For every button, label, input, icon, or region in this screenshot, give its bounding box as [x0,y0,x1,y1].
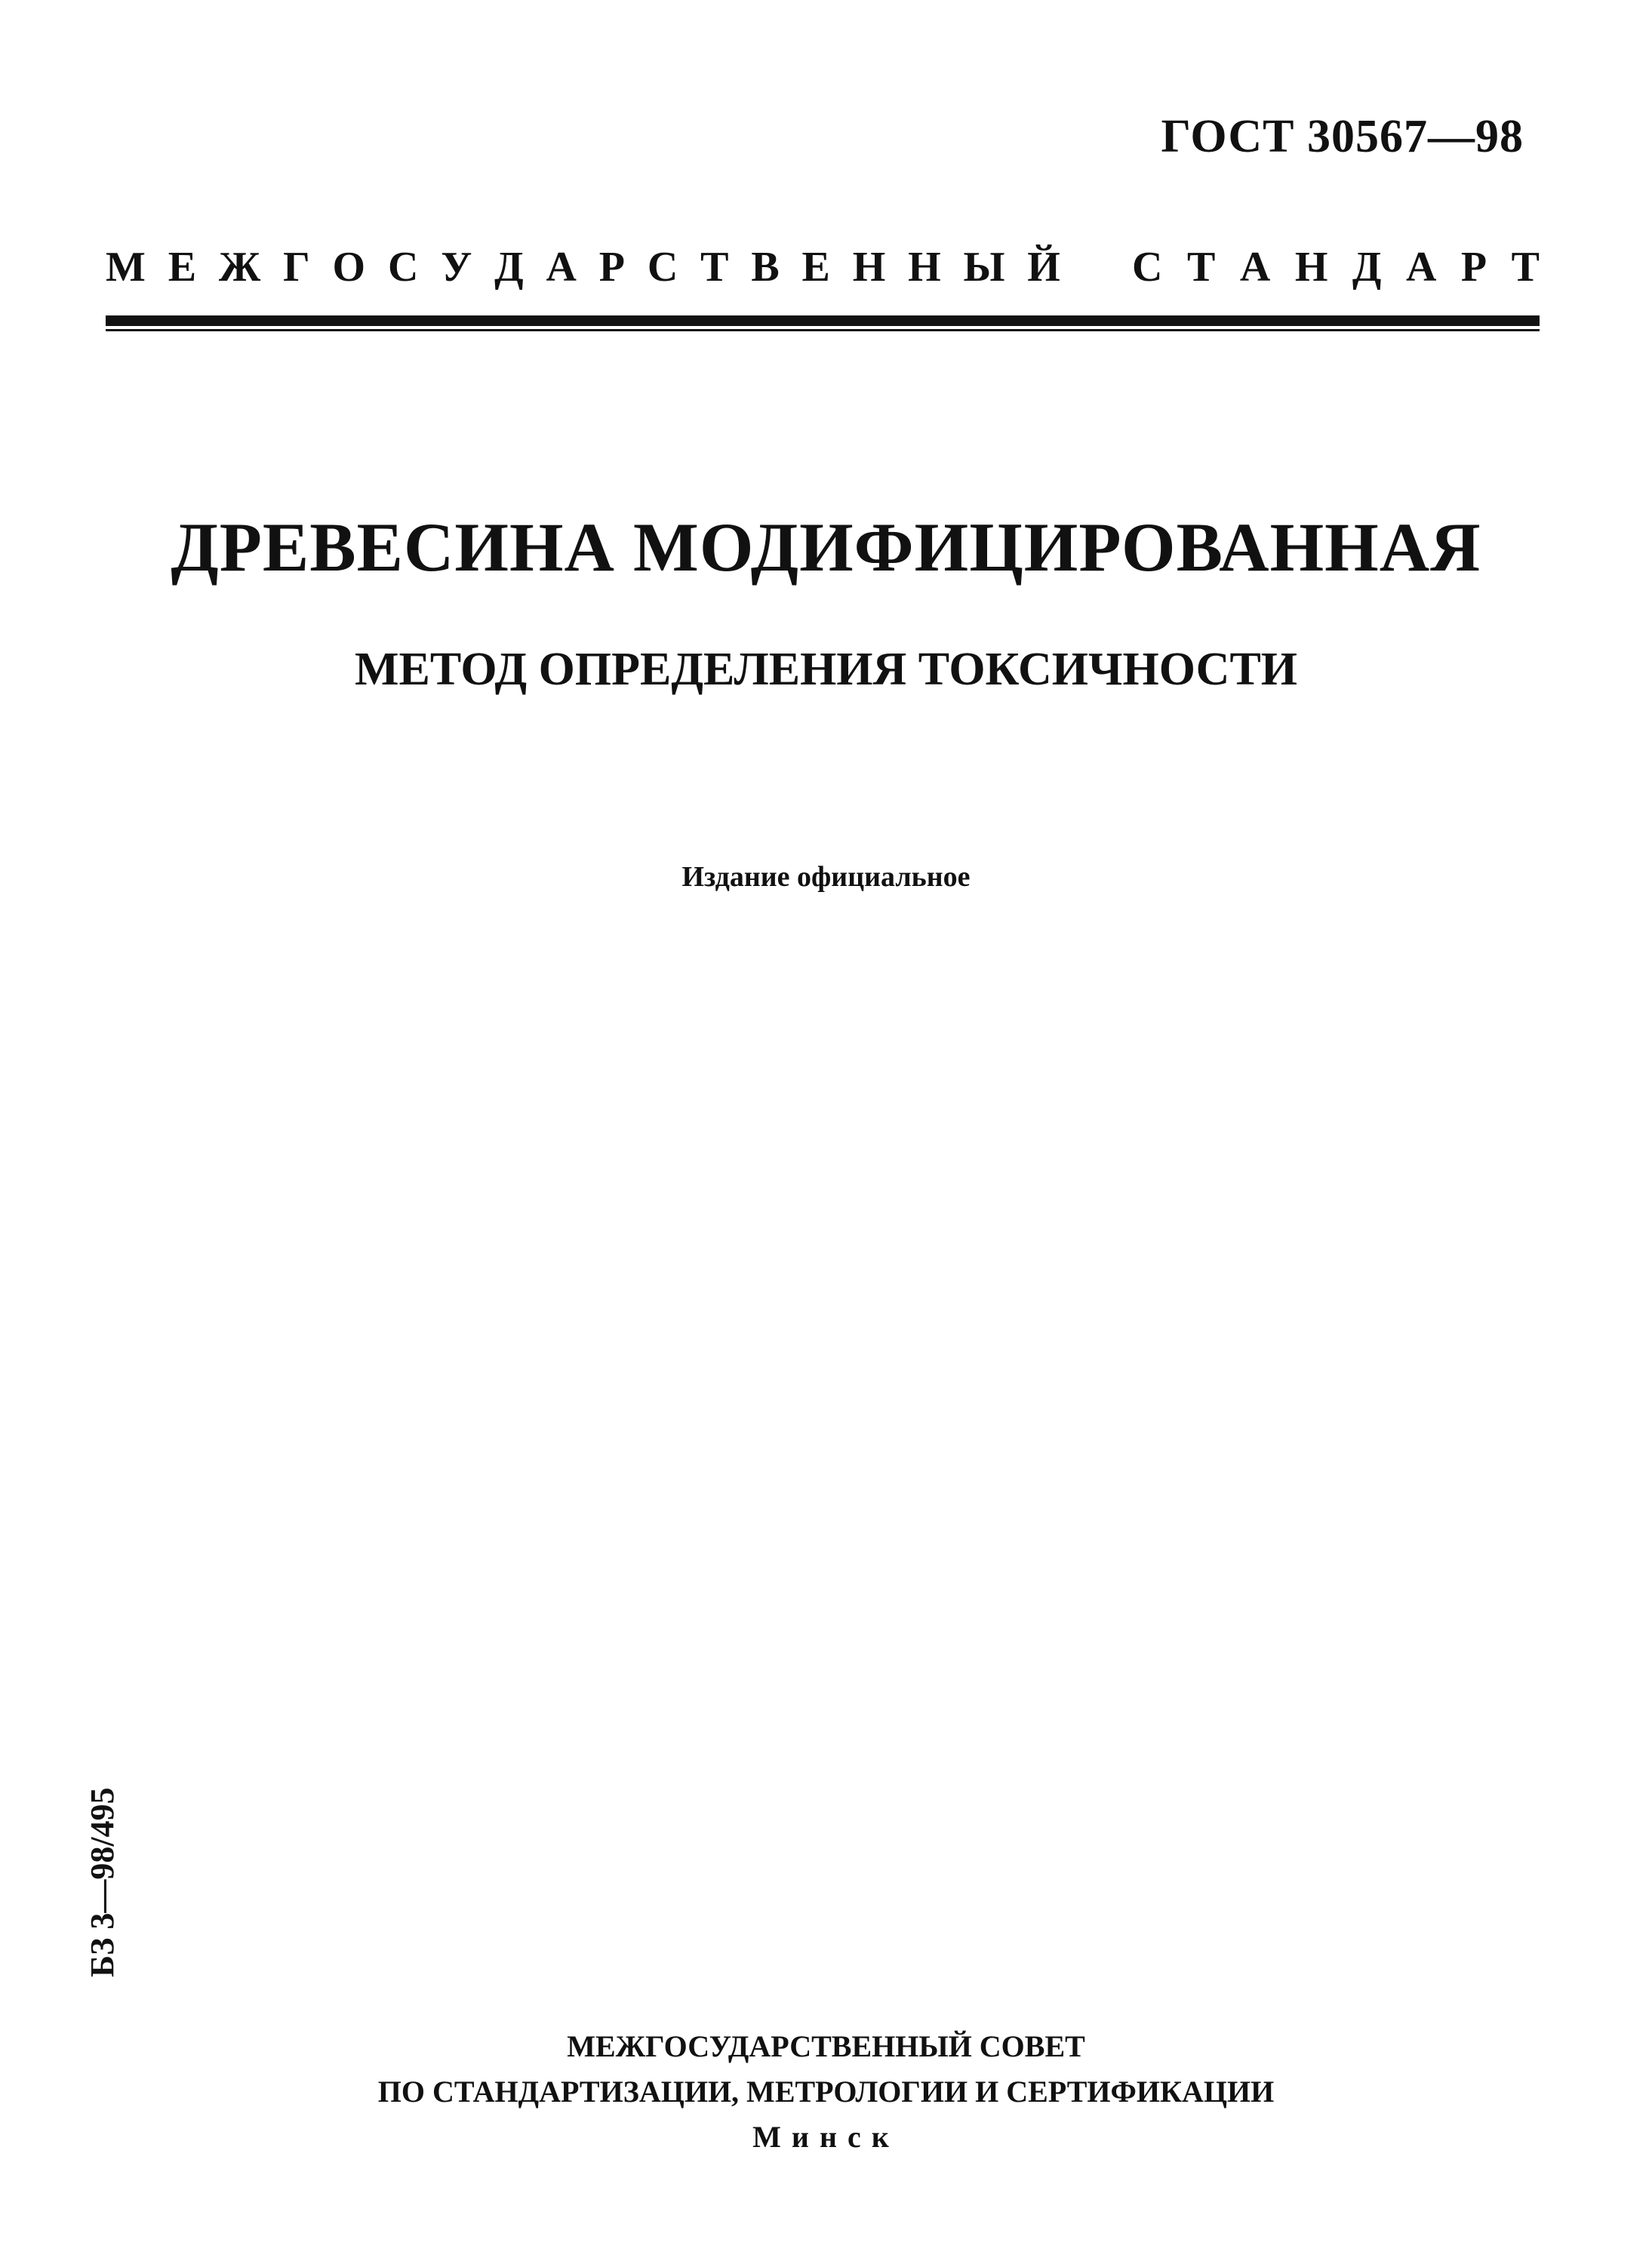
series-letter: Ж [218,244,261,291]
series-letter: Е [801,244,830,291]
series-letter: А [546,244,577,291]
series-letter: С [1132,244,1163,291]
series-letter: Г [283,244,310,291]
series-letter: Р [1460,244,1487,291]
series-letter: Е [168,244,197,291]
series-letter: Н [908,244,941,291]
header-rule-thin [106,329,1540,331]
main-title: ДРЕВЕСИНА МОДИФИЦИРОВАННАЯ [171,509,1481,586]
document-number: ГОСТ 30567—98 [1161,111,1524,162]
series-letter: Д [1352,244,1382,291]
publisher-block [0,2024,1652,2160]
publisher-line-2: ПО СТАНДАРТИЗАЦИИ, МЕТРОЛОГИИ И СЕРТИФИКАЦИИ [377,2075,1275,2109]
series-letter: Й [1027,244,1060,291]
series-letter: А [1405,244,1437,291]
side-catalog-code: БЗ 3—98/495 [84,1787,121,1977]
series-letter: А [1239,244,1271,291]
series-letter: Р [598,244,626,291]
series-letter: С [387,244,419,291]
series-word-interstate [106,244,1060,291]
sub-title: МЕТОД ОПРЕДЕЛЕНИЯ ТОКСИЧНОСТИ [354,644,1298,695]
header-rule-thick [106,315,1540,326]
publisher-line-1: МЕЖГОСУДАРСТВЕННЫЙ СОВЕТ [567,2029,1085,2063]
edition-note: Издание официальное [681,861,971,893]
series-letter: В [751,244,780,291]
series-word-standard [1132,244,1540,291]
publisher-city: Минск [752,2120,900,2154]
series-letter: Т [1186,244,1216,291]
series-letter: Т [1511,244,1540,291]
series-letter: У [441,244,472,291]
series-letter: С [647,244,678,291]
series-letter: Н [852,244,886,291]
series-letter: Т [700,244,729,291]
series-letter: Д [494,244,524,291]
series-letter: М [106,244,146,291]
series-letter: Н [1294,244,1328,291]
series-title [106,244,1540,291]
series-letter: О [332,244,366,291]
series-letter: Ы [963,244,1005,291]
